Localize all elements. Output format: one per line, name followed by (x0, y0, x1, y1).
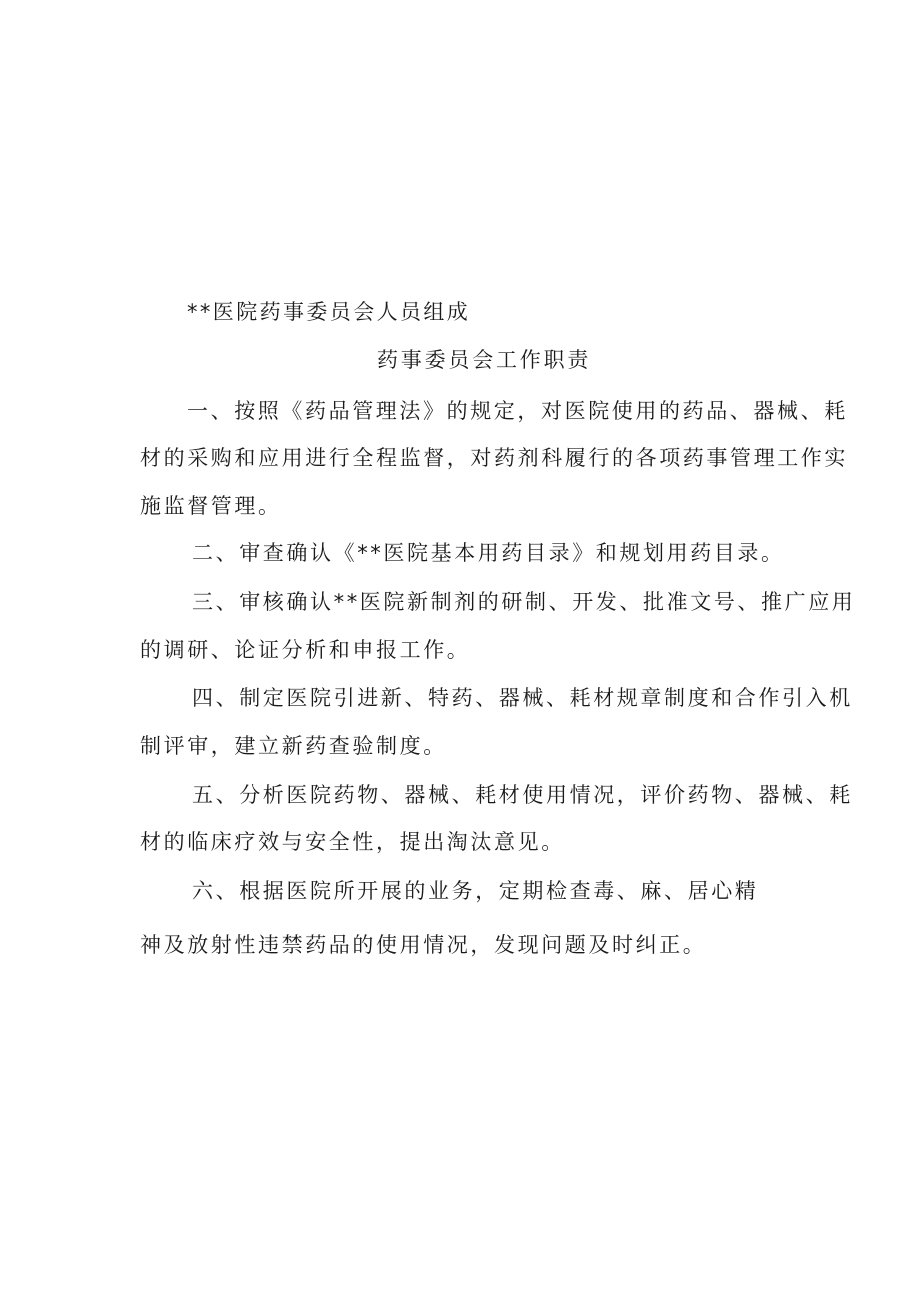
paragraph-line: 六、根据医院所开展的业务，定期检查毒、麻、居心精 (192, 879, 759, 903)
paragraph-line: 制评审，建立新药查验制度。 (140, 734, 447, 758)
paragraph-line: 材的临床疗效与安全性，提出淘汰意见。 (140, 830, 565, 854)
document-heading: **医院药事委员会人员组成 (187, 300, 471, 324)
paragraph-line: 五、分析医院药物、器械、耗材使用情况，评价药物、器械、耗 (192, 783, 853, 807)
paragraph-line: 神及放射性违禁药品的使用情况，发现问题及时纠正。 (140, 933, 707, 957)
paragraph-line: 四、制定医院引进新、特药、器械、耗材规章制度和合作引入机 (192, 686, 853, 710)
paragraph-line: 的调研、论证分析和申报工作。 (140, 638, 471, 662)
paragraph-line: 施监督管理。 (140, 494, 282, 518)
paragraph-line: 材的采购和应用进行全程监督，对药剂科履行的各项药事管理工作实 (140, 446, 848, 470)
document-subtitle: 药事委员会工作职责 (377, 348, 592, 372)
paragraph-line: 二、审查确认《**医院基本用药目录》和规划用药目录。 (192, 541, 785, 565)
paragraph-line: 三、审核确认**医院新制剂的研制、开发、批准文号、推广应用 (192, 590, 856, 614)
paragraph-line: 一、按照《药品管理法》的规定，对医院使用的药品、器械、耗 (187, 399, 848, 423)
